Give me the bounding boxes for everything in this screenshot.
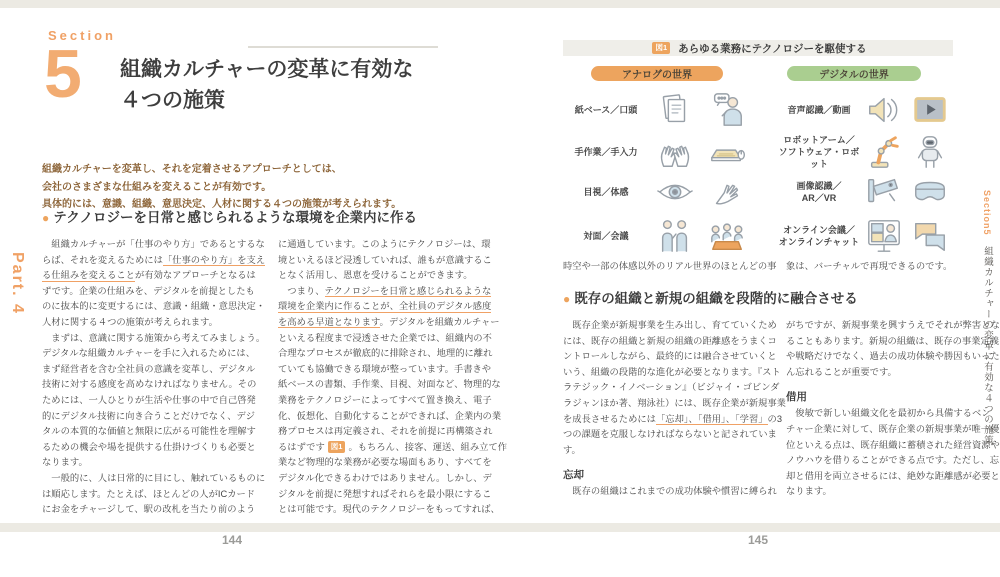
eye-icon — [649, 173, 701, 211]
continuation-line-2: 象は、バーチャルで再現できるのです。 — [786, 261, 953, 271]
text-line: らば、それを変えるためには「仕事のやり方」を支え — [42, 254, 266, 265]
text-line: まず経営者を含む全社員の意識を変革し、デジタル — [42, 363, 256, 374]
text-line: ジタルを前提に発想すればそれらを最小限にするこ — [278, 488, 492, 499]
vr-headset-icon — [907, 173, 953, 211]
digital-row-label: ロボットアーム／ ソフトウェア・ロボット — [778, 135, 860, 169]
text-line: 的にデジタル技術に向き合うことだけでなく、デジ — [42, 410, 255, 421]
text-line: 境といえるほど浸透していれば、誰もが意識するこ — [278, 254, 492, 265]
text-line: を成長させるためには「忘却」、「借用」、「学習」の3 — [563, 413, 783, 424]
sub-heading: 借用 — [786, 391, 807, 404]
text-line: 化、仮想化、自動化することができれば、企業内の業 — [278, 410, 502, 421]
cctv-camera-icon — [861, 173, 907, 211]
touch-hands-icon — [701, 173, 753, 211]
text-line: タルの本質的な価値と無限に広がる可能性を理解す — [42, 426, 256, 437]
keyboard-mouse-icon — [701, 133, 753, 171]
text-line: つの課題を克服しなければならないと記されていま — [563, 429, 777, 440]
text-line: 一般的に、人は日常的に目にし、触れているものに — [42, 472, 266, 483]
video-player-icon — [907, 91, 953, 129]
text-line: まずは、意識に関する施策から考えてみましょう。 — [42, 332, 266, 343]
figure-row — [563, 132, 953, 172]
text-line: がちですが、新規事業を興すうえでそれが弊害とな — [786, 320, 1000, 330]
page-title-line2: ４つの施策 — [120, 89, 225, 112]
text-line: デジタル化できるわけではありません。しかし、デ — [278, 472, 492, 483]
two-people-icon — [649, 217, 701, 255]
text-line: 業務をテクノロジーによってすべて置き換え、電子 — [278, 394, 492, 405]
text-line: す。 — [563, 444, 581, 455]
text-line: デジタルな組織カルチャーを手に入れるためには、 — [42, 348, 255, 359]
analog-world-header: アナログの世界 — [591, 66, 723, 81]
figure-number-badge: 図1 — [652, 42, 670, 54]
text-line: つまり、テクノロジーを日常と感じられるような — [278, 285, 492, 296]
figure-row — [563, 172, 953, 212]
text-line: ラテジック・イノベーション』（ビジャイ・ゴビンダ — [563, 382, 780, 393]
text-line: にお金をチャージして、駅の改札を当たり前のよう — [42, 504, 256, 515]
text-line: ん忘れることが重要です。 — [786, 366, 897, 377]
meeting-table-icon — [701, 217, 753, 255]
section-number: 5 — [44, 36, 82, 112]
intro-line: 具体的には、意識、組織、意思決定、人材に関する４つの施策が考えられます。 — [42, 199, 402, 210]
page-title-line1: 組織カルチャーの変革に有効な — [120, 58, 414, 81]
text-line: ためには、一人ひとりが生活や仕事の中で自己啓発 — [42, 394, 256, 405]
figure-row — [563, 88, 953, 132]
text-line: 合理なプロセスが徹底的に排除され、地理的に離れ — [278, 348, 493, 359]
text-line: なります。 — [786, 486, 832, 497]
analog-row-label: 紙ベース／口頭 — [574, 105, 638, 115]
text-line: ントロールしながら、最終的には融合させていくと — [563, 351, 777, 362]
text-line: を高める早道となります。デジタルを組織カルチャー — [278, 316, 500, 327]
analog-row-label: 対面／会議 — [583, 231, 629, 241]
text-line: や戦略だけでなく、過去の成功体験や勝因もいった — [786, 351, 1000, 362]
text-line: 務プロセスは再定義され、それを前提に再構築され — [278, 426, 493, 437]
left-page-column-1 — [42, 237, 268, 518]
right-edge-label — [980, 190, 994, 445]
documents-icon — [649, 91, 701, 129]
text-line: ることもあります。新規の組織は、既存の事業定義 — [786, 335, 1000, 346]
left-section-heading — [42, 206, 417, 226]
section-label: Section — [48, 28, 116, 43]
figure-row — [563, 212, 953, 260]
right-section-heading-text: 既存の組織と新規の組織を段階的に融合させる — [574, 291, 858, 306]
hands-icon — [649, 133, 701, 171]
speaking-person-icon — [701, 91, 753, 129]
right-page-column-1 — [563, 318, 786, 500]
header-rule — [248, 46, 438, 48]
digital-row-label: 音声認識／動画 — [787, 105, 851, 115]
figure-title: あらゆる業務にテクノロジーを駆使する — [678, 42, 867, 55]
intro-line: 会社のさまざまな仕組みを変えることが有効です。 — [42, 181, 272, 193]
figure-title-band — [563, 40, 953, 56]
figure-ref-badge: 図1 — [328, 441, 346, 453]
left-page-column-2 — [278, 237, 508, 518]
figure-rows — [563, 88, 953, 260]
chat-bubbles-icon — [907, 217, 953, 255]
text-line: 人材に関する４つの施策が考えられます。 — [42, 316, 218, 327]
digital-row-label: 画像認識／ AR／VR — [796, 181, 842, 203]
text-line: 紙ベースの書類、手作業、目視、対面など、物理的な — [278, 379, 501, 390]
figure-panel — [563, 40, 953, 247]
text-line: ていても協働できる環境が整っています。手書きや — [278, 363, 492, 374]
text-line: といえる程度まで浸透させた企業では、組織内の不 — [278, 332, 492, 343]
text-line: に通過しています。このようにテクノロジーは、環 — [278, 239, 491, 249]
text-line: いう、組織の段階的な進化が必要となります。『スト — [563, 366, 781, 377]
text-line: ずです。企業の仕組みを、デジタルを前提としたも — [42, 285, 255, 296]
text-line: となく活用し、恩恵を受けることができます。 — [278, 270, 473, 281]
text-line: 俊敏で新しい組織文化を最初から具備するベン — [786, 408, 991, 419]
page-title — [120, 54, 413, 116]
text-line: は順応します。たとえば、ほとんどの人がICカード — [42, 488, 256, 499]
text-line: 業など物理的な業務が必要な場面もあり、すべてを — [278, 457, 492, 468]
orange-bullet-icon: ● — [42, 211, 50, 225]
analog-row-label: 目視／体感 — [583, 187, 629, 197]
digital-row-label: オンライン会議／ オンラインチャット — [778, 225, 860, 247]
sub-heading: 忘却 — [563, 469, 584, 482]
text-line: 既存企業が新規事業を生み出し、育てていくため — [563, 320, 777, 330]
continuation-line-1: 時空や一部の体感以外のリアル世界のほとんどの事 — [563, 261, 777, 271]
text-line: チャー企業に対して、既存企業の新規事業が唯一優 — [786, 423, 1000, 434]
page-number-right: 145 — [748, 533, 769, 547]
text-line: る仕組みを変えることが有効なアプローチとなるは — [42, 270, 256, 281]
digital-world-header: デジタルの世界 — [787, 66, 921, 81]
robot-arm-icon — [861, 133, 907, 171]
page-number-left: 144 — [222, 533, 243, 547]
text-line: 技術に対する感度を高めなければなりません。その — [42, 379, 257, 390]
text-line: るはずです 図1 。もちろん、接客、運送、組み立て作 — [278, 441, 508, 452]
intro-line: 組織カルチャーを変革し、それを定着させるアプローチとしては、 — [42, 164, 342, 175]
text-line: ノウハウを借りることができる点です。ただし、忘 — [786, 455, 1000, 466]
edge-section-label: Section5 — [982, 190, 992, 236]
speaker-icon — [861, 91, 907, 129]
text-line: ラジャンほか著、翔泳社）には、既存企業が新規事業 — [563, 397, 786, 408]
text-line: には、既存の組織と新規の組織の距離感をうまくコ — [563, 335, 777, 346]
left-section-heading-text: テクノロジーを日常と感じられるような環境を企業内に作る — [53, 210, 417, 225]
robot-icon — [907, 133, 953, 171]
text-line: のに抜本的に変更するには、意識・組織・意思決定・ — [42, 301, 266, 312]
orange-bullet-icon: ● — [563, 292, 571, 306]
edge-section-title: 組織カルチャーの変革に有効な４つの施策 — [982, 245, 993, 446]
video-call-icon — [861, 217, 907, 255]
text-line: 却と借用を両立させるには、絶妙な距離感が必要と — [786, 470, 1000, 481]
text-line: とは可能です。現代のテクノロジーをもってすれば、 — [278, 504, 500, 515]
analog-row-label: 手作業／手入力 — [574, 147, 638, 157]
text-line: 既存の組織はこれまでの成功体験や慣習に縛られ — [563, 486, 777, 497]
text-line: 組織カルチャーが「仕事のやり方」であるとするな — [42, 239, 265, 249]
text-line: 位といえる点は、既存組織に蓄積された経営資源や — [786, 439, 1000, 450]
text-line: るための機会や場を提供する仕掛けづくりも必要と — [42, 441, 256, 452]
page-top-edge — [0, 0, 1000, 8]
part-label: Part. 4 — [9, 252, 26, 315]
right-section-heading — [563, 287, 858, 307]
page-bottom-edge — [0, 523, 1000, 532]
text-line: 環境を企業内に作ることが、全社員のデジタル感度 — [278, 301, 492, 312]
text-line: なります。 — [42, 457, 88, 468]
